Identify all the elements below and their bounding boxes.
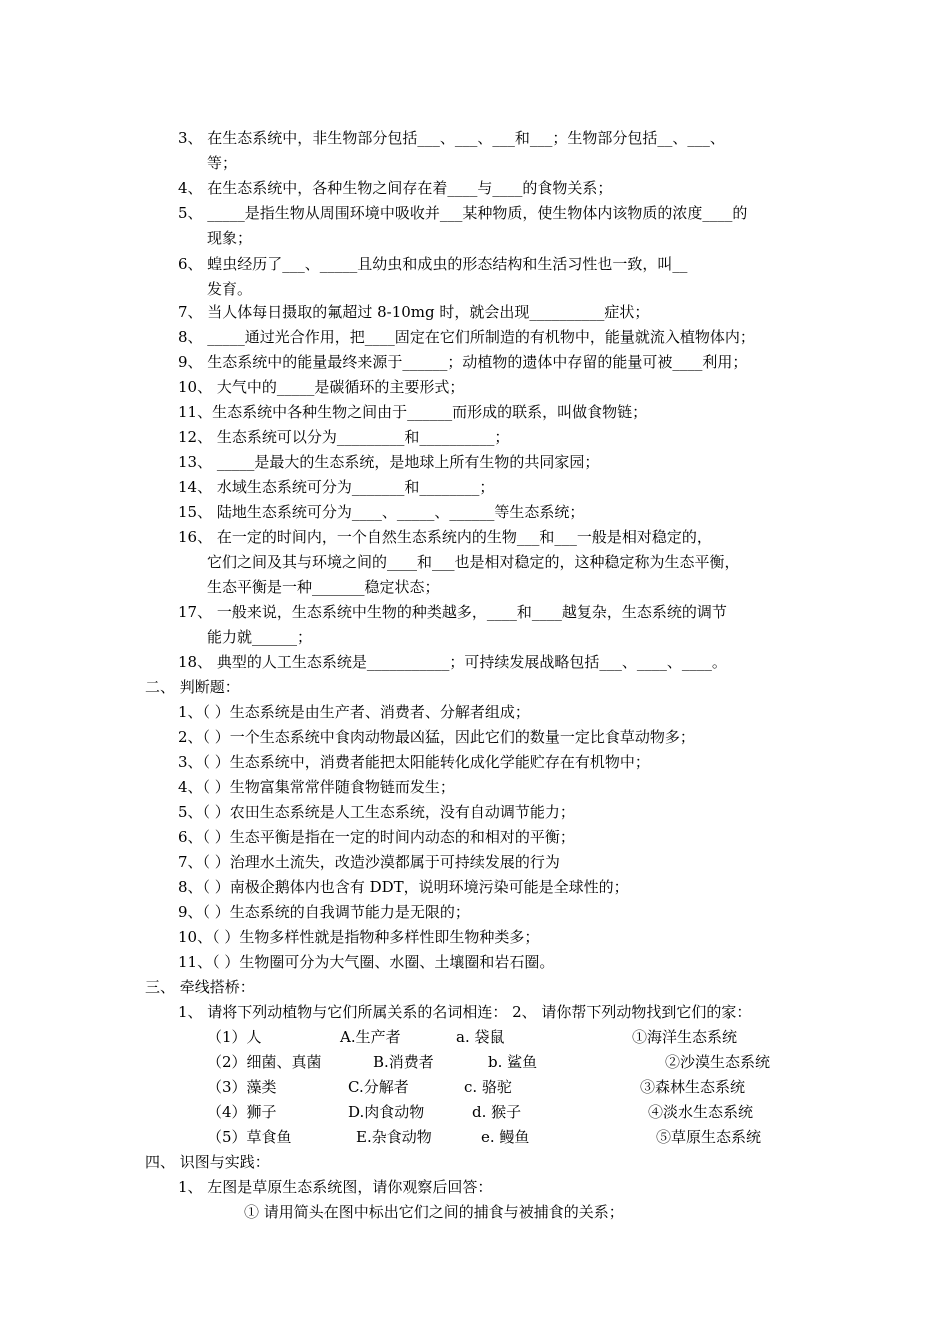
judge-item: 4、（ ）生物富集常常伴随食物链而发生； — [178, 778, 455, 796]
match-organism: （1）人 — [207, 1028, 262, 1046]
match-habitat: ②沙漠生态系统 — [665, 1053, 771, 1071]
match-animal: d. 猴子 — [472, 1103, 522, 1121]
match-organism: （5）草食鱼 — [207, 1128, 292, 1146]
fill-q13: 13、 _____是最大的生态系统，是地球上所有生物的共同家园； — [178, 453, 600, 471]
fill-q8: 8、 _____通过光合作用，把____固定在它们所制造的有机物中，能量就流入植物体内； — [178, 328, 755, 346]
judge-item: 1、（ ）生态系统是由生产者、消费者、分解者组成； — [178, 703, 530, 721]
match-habitat: ①海洋生态系统 — [632, 1028, 738, 1046]
fill-q16-line2: 它们之间及其与环境之间的____和___也是相对稳定的，这种稳定称为生态平衡， — [207, 553, 740, 571]
judge-item: 2、（ ）一个生态系统中食肉动物最凶猛，因此它们的数量一定比食草动物多； — [178, 728, 695, 746]
match-heading: 三、 牵线搭桥： — [145, 978, 255, 996]
practice-q1: 1、 左图是草原生态系统图，请你观察后回答： — [178, 1178, 493, 1196]
match-organism: （3）藻类 — [207, 1078, 277, 1096]
fill-q15: 15、 陆地生态系统可分为____、_____、______等生态系统； — [178, 503, 585, 521]
practice-heading: 四、 识图与实践： — [145, 1153, 270, 1171]
fill-q3-line2: 等； — [207, 154, 238, 172]
fill-q16-line1: 16、 在一定的时间内，一个自然生态系统内的生物___和___一般是相对稳定的， — [178, 528, 712, 546]
fill-q14: 14、 水域生态系统可分为_______和________； — [178, 478, 495, 496]
fill-q12: 12、 生态系统可以分为_________和__________； — [178, 428, 510, 446]
match-role: D.肉食动物 — [348, 1103, 425, 1121]
judge-item: 5、（ ）农田生态系统是人工生态系统，没有自动调节能力； — [178, 803, 575, 821]
practice-q1-part1: ① 请用简头在图中标出它们之间的捕食与被捕食的关系； — [244, 1203, 624, 1221]
fill-q5-line1: 5、 _____是指生物从周围环境中吸收并___某种物质，使生物体内该物质的浓度____的 — [178, 204, 748, 222]
fill-q11: 11、生态系统中各种生物之间由于______而形成的联系，叫做食物链； — [178, 403, 648, 421]
judge-item: 9、（ ）生态系统的自我调节能力是无限的； — [178, 903, 470, 921]
fill-q9: 9、 生态系统中的能量最终来源于______；动植物的遗体中存留的能量可被____利用； — [178, 353, 748, 371]
fill-q18: 18、 典型的人工生态系统是___________；可持续发展战略包括___、____、____。 — [178, 653, 727, 671]
match-role: B.消费者 — [373, 1053, 434, 1071]
judge-item: 6、（ ）生态平衡是指在一定的时间内动态的和相对的平衡； — [178, 828, 575, 846]
match-role: E.杂食动物 — [356, 1128, 432, 1146]
match-role: C.分解者 — [348, 1078, 409, 1096]
fill-q17-line1: 17、 一般来说，生态系统中生物的种类越多，____和____越复杂，生态系统的调节 — [178, 603, 727, 621]
fill-q5-line2: 现象； — [207, 229, 253, 247]
judge-item: 3、（ ）生态系统中，消费者能把太阳能转化成化学能贮存在有机物中； — [178, 753, 650, 771]
judge-item: 11、（ ）生物圈可分为大气圈、水圈、土壤圈和岩石圈。 — [178, 953, 555, 971]
match-animal: a. 袋鼠 — [456, 1028, 505, 1046]
match-animal: b. 鲨鱼 — [488, 1053, 538, 1071]
judge-item: 7、（ ）治理水土流失，改造沙漠都属于可持续发展的行为 — [178, 853, 560, 871]
match-role: A.生产者 — [340, 1028, 401, 1046]
match-habitat: ④淡水生态系统 — [648, 1103, 754, 1121]
fill-q17-line2: 能力就______； — [207, 628, 313, 646]
judge-heading: 二、 判断题： — [145, 678, 240, 696]
match-organism: （2）细菌、真菌 — [207, 1053, 322, 1071]
match-instruction: 1、 请将下列动植物与它们所属关系的名词相连： 2、 请你帮下列动物找到它们的家： — [178, 1003, 752, 1021]
match-organism: （4）狮子 — [207, 1103, 277, 1121]
match-animal: c. 骆驼 — [464, 1078, 512, 1096]
fill-q6-line2: 发育。 — [207, 280, 253, 298]
fill-q6-line1: 6、 蝗虫经历了___、_____且幼虫和成虫的形态结构和生活习性也一致，叫__ — [178, 255, 688, 273]
match-habitat: ⑤草原生态系统 — [656, 1128, 762, 1146]
fill-q16-line3: 生态平衡是一种_______稳定状态； — [207, 578, 440, 596]
fill-q3-line1: 3、 在生态系统中，非生物部分包括___、___、___和___；生物部分包括__、___、 — [178, 129, 725, 147]
match-animal: e. 鳗鱼 — [481, 1128, 530, 1146]
judge-item: 10、（ ）生物多样性就是指物种多样性即生物种类多； — [178, 928, 540, 946]
fill-q4: 4、 在生态系统中，各种生物之间存在着____与____的食物关系； — [178, 179, 613, 197]
judge-item: 8、（ ）南极企鹅体内也含有 DDT，说明环境污染可能是全球性的； — [178, 878, 629, 896]
fill-q10: 10、 大气中的_____是碳循环的主要形式； — [178, 378, 465, 396]
fill-q7: 7、 当人体每日摄取的氟超过 8-10mg 时，就会出现__________症状； — [178, 303, 650, 321]
match-habitat: ③森林生态系统 — [640, 1078, 746, 1096]
